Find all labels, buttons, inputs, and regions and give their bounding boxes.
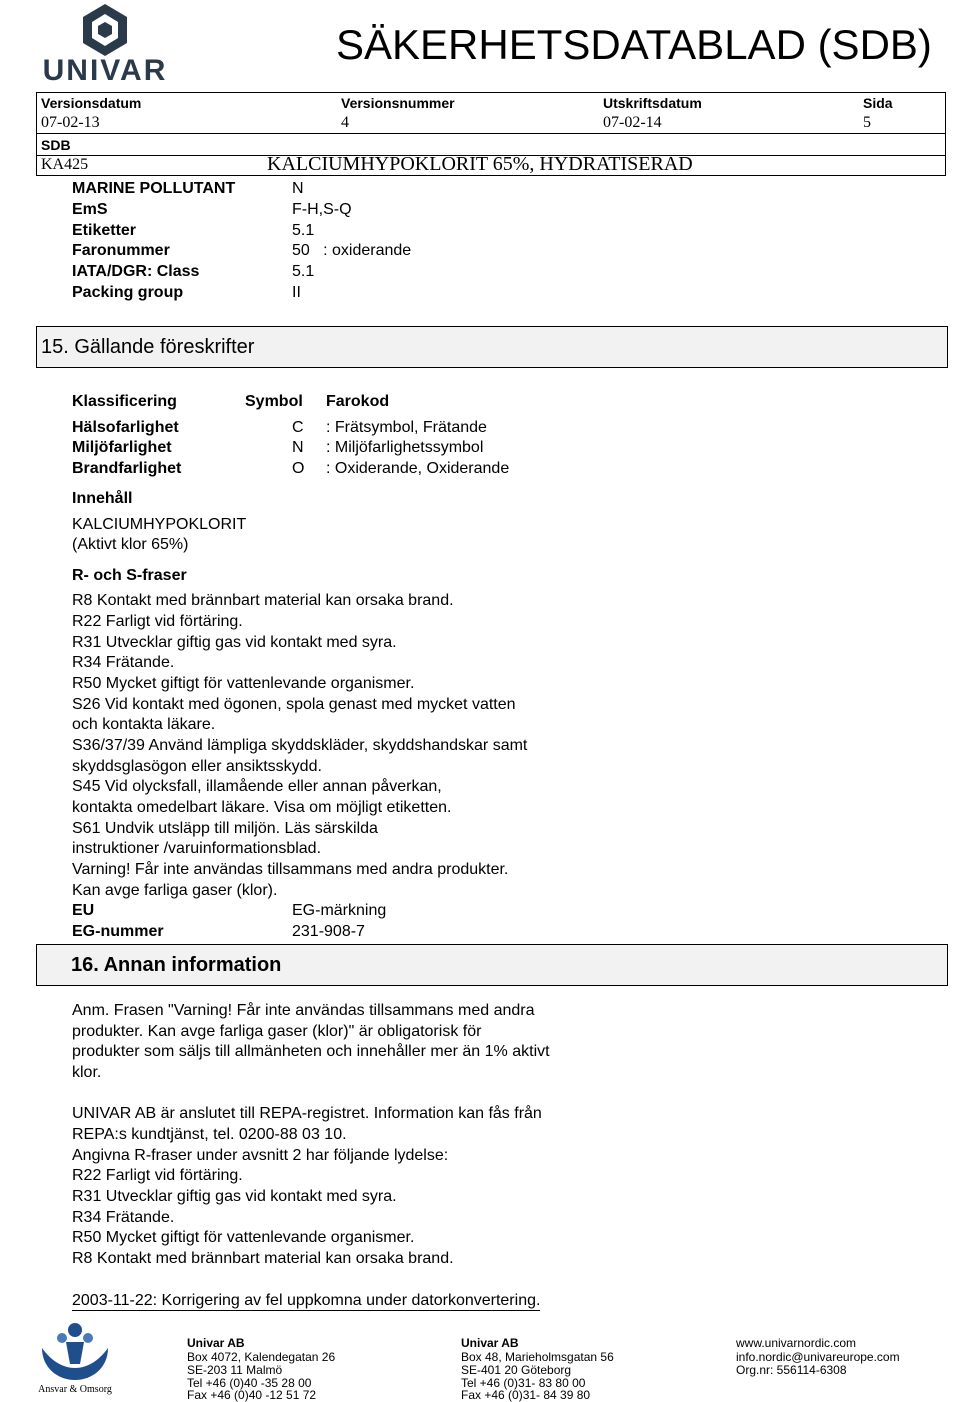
phrase-line: S26 Vid kontakt med ögonen, spola genast med mycket vatten <box>72 696 516 713</box>
content-line-1: KALCIUMHYPOKLORIT <box>72 516 247 533</box>
eu-label: EU <box>72 902 95 919</box>
content-line-2: (Aktivt klor 65%) <box>72 536 189 553</box>
phrase-line: R22 Farligt vid förtäring. <box>72 613 243 630</box>
footer-line: Fax +46 (0)31- 84 39 80 <box>461 1388 591 1402</box>
transport-value-3: 5.1 <box>292 222 315 239</box>
footer-line: SE-401 20 Göteborg <box>461 1363 572 1377</box>
info-line: R50 Mycket giftigt för vattenlevande organismer. <box>72 1229 415 1246</box>
phrase-line: skyddsglasögon eller ansiktsskydd. <box>72 758 322 775</box>
info-line: R8 Kontakt med brännbart material kan orsaka brand. <box>72 1250 454 1267</box>
footer-line: Fax +46 (0)40 -12 51 72 <box>187 1388 317 1402</box>
eg-number-label: EG-nummer <box>72 923 164 940</box>
classification-2: Miljöfarlighet <box>72 439 172 456</box>
page-label: Sida <box>863 95 893 111</box>
section-15-header <box>36 326 948 368</box>
footer-company-malmo: Univar AB <box>187 1336 245 1350</box>
footer-line: Box 48, Marieholmsgatan 56 <box>461 1350 614 1364</box>
sdb-label: SDB <box>41 137 71 153</box>
transport-label-2: EmS <box>72 201 108 218</box>
column-header-symbol: Symbol <box>245 393 303 410</box>
info-line: produkter som säljs till allmänheten och innehåller mer än 1% aktivt <box>72 1043 550 1060</box>
symbol-1: C <box>292 419 304 436</box>
transport-label-5: IATA/DGR: Class <box>72 263 200 280</box>
company-wordmark: UNIVAR <box>42 54 168 87</box>
phrase-line: Kan avge farliga gaser (klor). <box>72 882 278 899</box>
phrase-line: S45 Vid olycksfall, illamående eller annan påverkan, <box>72 778 442 795</box>
phrase-line: och kontakta läkare. <box>72 716 216 733</box>
transport-value-2: F-H,S-Q <box>292 201 352 218</box>
symbol-3: O <box>292 460 305 477</box>
footer-email: info.nordic@univareurope.com <box>736 1350 900 1364</box>
info-line: produkter. Kan avge farliga gaser (klor)" är obligatorisk för <box>72 1023 482 1040</box>
transport-value-6: II <box>292 284 301 301</box>
transport-label-3: Etiketter <box>72 222 137 239</box>
eu-value: EG-märkning <box>292 902 387 919</box>
responsible-care-icon <box>36 1318 114 1384</box>
transport-label-1: MARINE POLLUTANT <box>72 180 236 197</box>
info-line: Angivna R-fraser under avsnitt 2 har följande lydelse: <box>72 1147 449 1164</box>
transport-value-1: N <box>292 180 304 197</box>
sdb-code: KA425 <box>41 156 89 173</box>
section-15-title: 15. Gällande föreskrifter <box>41 336 255 358</box>
phrase-line: R34 Frätande. <box>72 654 175 671</box>
revision-note: 2003-11-22: Korrigering av fel uppkomna under datorkonvertering. <box>72 1292 541 1309</box>
page-number-value: 5 <box>863 114 871 131</box>
print-date-value: 07-02-14 <box>603 114 662 131</box>
phrase-line: instruktioner /varuinformationsblad. <box>72 840 322 857</box>
hazard-code-1: : Frätsymbol, Frätande <box>326 419 487 436</box>
version-date-label: Versionsdatum <box>41 95 142 111</box>
content-label: Innehåll <box>72 490 133 507</box>
print-date-label: Utskriftsdatum <box>603 95 702 111</box>
footer-line: Box 4072, Kalendegatan 26 <box>187 1350 336 1364</box>
info-line: R22 Farligt vid förtäring. <box>72 1167 243 1184</box>
transport-value-5: 5.1 <box>292 263 315 280</box>
eg-number-value: 231-908-7 <box>292 923 365 940</box>
column-header-classification: Klassificering <box>72 393 177 410</box>
responsible-care-logo <box>36 1318 114 1398</box>
section-16-header <box>36 944 948 986</box>
phrase-line: R31 Utvecklar giftig gas vid kontakt med syra. <box>72 634 397 651</box>
classification-1: Hälsofarlighet <box>72 419 179 436</box>
header-info-box <box>36 92 946 176</box>
phrase-line: S61 Undvik utsläpp till miljön. Läs särskilda <box>72 820 378 837</box>
info-line: klor. <box>72 1064 102 1081</box>
phrase-line: kontakta omedelbart läkare. Visa om möjligt etiketten. <box>72 799 452 816</box>
version-number-value: 4 <box>341 114 349 131</box>
info-line: UNIVAR AB är anslutet till REPA-registret. Information kan fås från <box>72 1105 542 1122</box>
column-header-hazard-code: Farokod <box>326 393 390 410</box>
hazard-code-3: : Oxiderande, Oxiderande <box>326 460 510 477</box>
info-line: R31 Utvecklar giftig gas vid kontakt med syra. <box>72 1188 397 1205</box>
footer-website: www.univarnordic.com <box>736 1336 857 1350</box>
symbol-2: N <box>292 439 304 456</box>
footer-line: Tel +46 (0)40 -35 28 00 <box>187 1376 312 1390</box>
univar-logo <box>36 2 174 87</box>
transport-value-4: 50 : oxiderande <box>292 242 412 259</box>
transport-label-6: Packing group <box>72 284 184 301</box>
footer-company-goteborg: Univar AB <box>461 1336 519 1350</box>
document-title: SÄKERHETSDATABLAD (SDB) <box>336 21 932 68</box>
footer-line: Tel +46 (0)31- 83 80 00 <box>461 1376 586 1390</box>
version-number-label: Versionsnummer <box>341 95 455 111</box>
version-date-value: 07-02-13 <box>41 114 100 131</box>
logo-caption: Ansvar & Omsorg <box>38 1384 112 1395</box>
footer-line: SE-203 11 Malmö <box>187 1363 283 1377</box>
info-line: R34 Frätande. <box>72 1209 175 1226</box>
section-16-title: 16. Annan information <box>71 954 282 976</box>
info-line: REPA:s kundtjänst, tel. 0200-88 03 10. <box>72 1126 347 1143</box>
classification-3: Brandfarlighet <box>72 460 182 477</box>
product-name: KALCIUMHYPOKLORIT 65%, HYDRATISERAD <box>267 153 693 175</box>
phrases-label: R- och S-fraser <box>72 567 187 584</box>
footer-org-number: Org.nr: 556114-6308 <box>736 1363 847 1377</box>
transport-label-4: Faronummer <box>72 242 170 259</box>
phrase-line: R50 Mycket giftigt för vattenlevande organismer. <box>72 675 415 692</box>
info-line: Anm. Frasen "Varning! Får inte användas tillsammans med andra <box>72 1002 535 1019</box>
phrase-line: R8 Kontakt med brännbart material kan orsaka brand. <box>72 592 454 609</box>
phrase-line: Varning! Får inte användas tillsammans med andra produkter. <box>72 861 509 878</box>
hazard-code-2: : Miljöfarlighetssymbol <box>326 439 484 456</box>
phrase-line: S36/37/39 Använd lämpliga skyddskläder, skyddshandskar samt <box>72 737 528 754</box>
